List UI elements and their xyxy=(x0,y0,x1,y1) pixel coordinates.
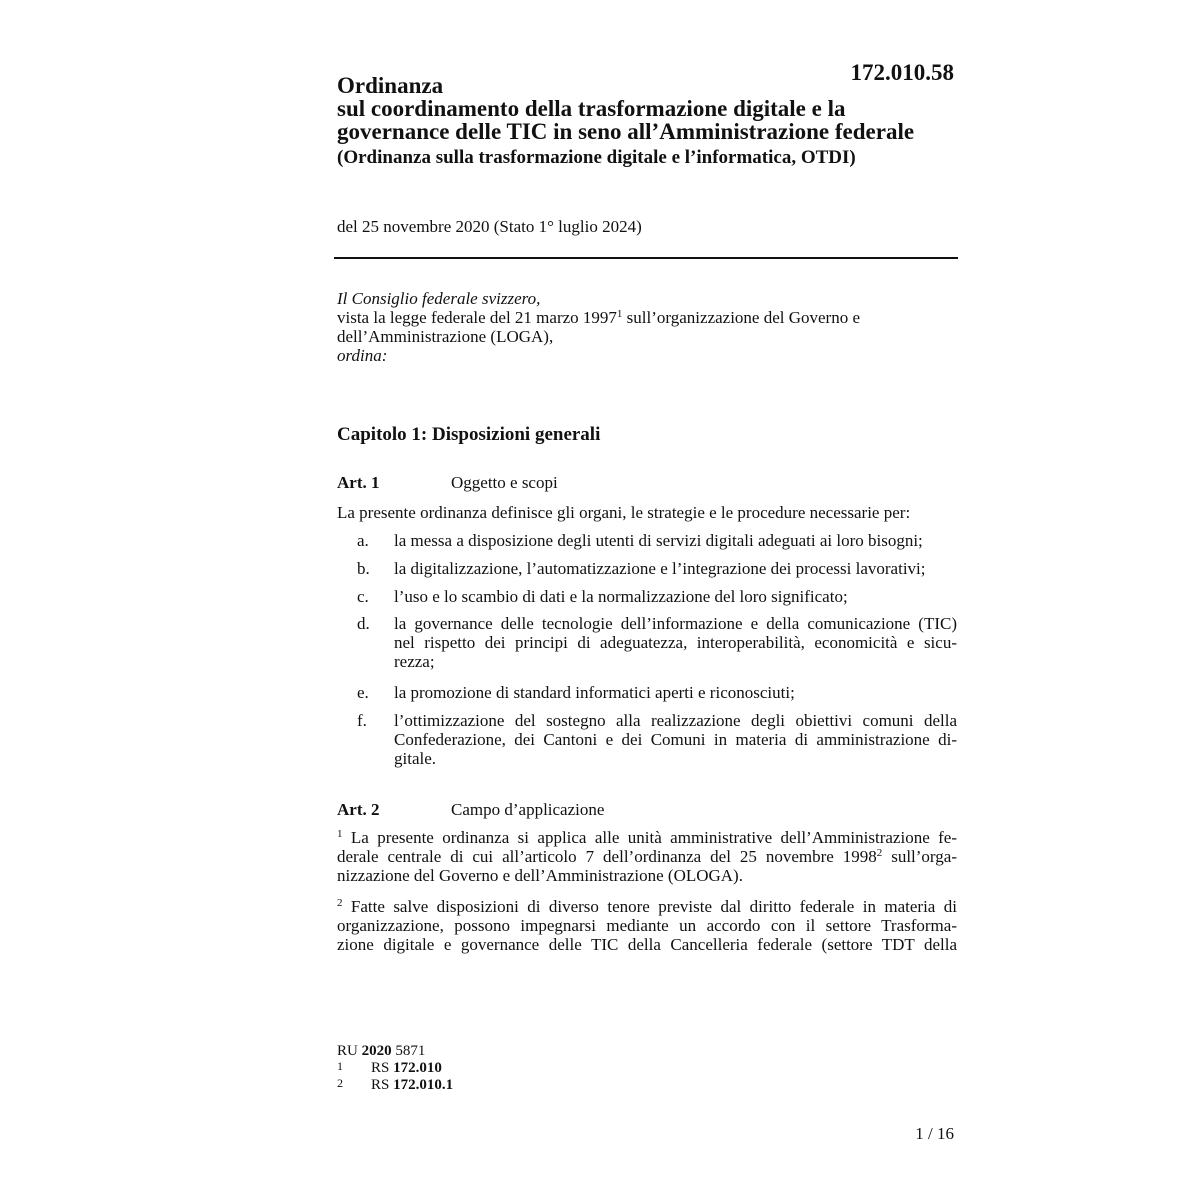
list-line: la governance delle tecnologie dell’informazione e della comunicazione (TIC) xyxy=(394,614,957,633)
art-1-item-d xyxy=(337,614,957,674)
short-title: (Ordinanza sulla trasformazione digitale e l’informatica, OTDI) xyxy=(337,147,856,168)
list-text xyxy=(394,559,957,578)
footnote-mark: 1 xyxy=(337,1059,343,1073)
title-block xyxy=(337,74,967,169)
ru-prefix: RU xyxy=(337,1043,362,1059)
footnote-1 xyxy=(337,1059,442,1077)
ru-page: 5871 xyxy=(391,1043,426,1059)
footnote-text xyxy=(371,1077,453,1094)
paragraph-mark: 1 xyxy=(337,828,343,840)
art-1-number: Art. 1 xyxy=(337,473,380,492)
preamble-basis-line-2: dell’Amministrazione (LOGA), xyxy=(337,327,554,346)
footnotes xyxy=(337,1043,454,1094)
list-text xyxy=(394,683,957,702)
preamble-basis-line-1 xyxy=(337,308,957,327)
list-letter: d. xyxy=(357,614,370,633)
list-line: gitale. xyxy=(394,749,437,768)
art-1-item-c xyxy=(337,587,957,607)
preamble-basis-text: vista la legge federale del 21 marzo 1997 xyxy=(337,308,617,327)
footnote-prefix: RS xyxy=(371,1060,394,1076)
para-line xyxy=(337,897,957,916)
list-letter: c. xyxy=(357,587,369,606)
list-line: l’uso e lo scambio di dati e la normalizzazione del loro significato; xyxy=(394,587,848,606)
art-1-title: Oggetto e scopi xyxy=(451,473,558,492)
footnote-mark: 2 xyxy=(337,1076,343,1090)
footnote-ref-1[interactable]: 1 xyxy=(616,308,623,320)
art-2-paragraph-2 xyxy=(337,897,957,954)
art-2-paragraph-1 xyxy=(337,828,957,885)
para-line: organizzazione, possono impegnarsi mediante un accordo con il settore Trasforma- xyxy=(337,916,957,935)
list-line: l’ottimizzazione del sostegno alla realizzazione degli obiettivi comuni della xyxy=(394,711,957,730)
preamble-enacts: ordina: xyxy=(337,346,388,365)
footnote-link[interactable]: 172.010.1 xyxy=(393,1077,454,1093)
para-text: derale centrale di cui all’articolo 7 dell’ordinanza del 25 novembre 1998 xyxy=(337,847,877,866)
preamble xyxy=(337,289,957,365)
title-line-1: Ordinanza xyxy=(337,73,444,98)
list-letter: a. xyxy=(357,531,369,550)
list-line: nel rispetto dei principi di adeguatezza, interoperabilità, economicità e sicu- xyxy=(394,633,957,652)
footnote-2 xyxy=(337,1076,454,1094)
para-line xyxy=(337,828,957,847)
list-text xyxy=(394,587,957,606)
para-line: zione digitale e governance delle TIC della Cancelleria federale (settore TDT della xyxy=(337,935,957,954)
art-1-intro: La presente ordinanza definisce gli organi, le strategie e le procedure necessarie per: xyxy=(337,503,911,522)
art-1-heading xyxy=(337,473,558,493)
footnote-text xyxy=(371,1060,442,1077)
header-divider xyxy=(334,257,958,259)
list-letter: e. xyxy=(357,683,369,702)
list-text xyxy=(394,614,957,671)
art-1-item-e xyxy=(337,683,957,703)
para-line: nizzazione del Governo e dell’Amministrazione (OLOGA). xyxy=(337,866,743,885)
para-text: Fatte salve disposizioni di diverso tenore previste dal diritto federale in materia di xyxy=(342,897,957,916)
list-line: rezza; xyxy=(394,652,435,671)
list-letter: b. xyxy=(357,559,370,578)
ru-reference xyxy=(337,1043,425,1060)
para-line xyxy=(337,847,957,866)
art-2-title: Campo d’applicazione xyxy=(451,800,605,819)
footnote-ref-2[interactable]: 2 xyxy=(876,847,883,859)
art-1-item-f xyxy=(337,711,957,771)
footnote-link[interactable]: 172.010 xyxy=(393,1060,442,1076)
list-text xyxy=(394,531,957,550)
list-letter: f. xyxy=(357,711,367,730)
ru-year: 2020 xyxy=(361,1043,392,1059)
para-text: La presente ordinanza si applica alle unità amministrative dell’Amministrazione fe- xyxy=(342,828,957,847)
list-text xyxy=(394,711,957,768)
title-line-2: sul coordinamento della trasformazione digitale e la xyxy=(337,96,846,121)
chapter-1-heading: Capitolo 1: Disposizioni generali xyxy=(337,424,601,445)
list-line: la digitalizzazione, l’automatizzazione e l’integrazione dei processi lavorativi; xyxy=(394,559,926,578)
title-line-3: governance delle TIC in seno all’Amministrazione federale xyxy=(337,119,915,144)
list-line: la messa a disposizione degli utenti di servizi digitali adeguati ai loro bisogni; xyxy=(394,531,923,550)
footnote-prefix: RS xyxy=(371,1077,394,1093)
page-number: 1 / 16 xyxy=(915,1124,954,1143)
art-2-heading xyxy=(337,800,604,820)
rs-number: 172.010.58 xyxy=(850,60,954,85)
list-line: la promozione di standard informatici aperti e riconosciuti; xyxy=(394,683,795,702)
art-1-item-a xyxy=(337,531,957,551)
preamble-basis-text-2: sull’organizzazione del Governo e xyxy=(622,308,861,327)
date-line: del 25 novembre 2020 (Stato 1° luglio 2024) xyxy=(337,217,642,236)
paragraph-mark: 2 xyxy=(337,897,343,909)
art-1-item-b xyxy=(337,559,957,579)
list-line: Confederazione, dei Cantoni e dei Comuni in materia di amministrazione di- xyxy=(394,730,957,749)
para-text: sull’orga- xyxy=(882,847,957,866)
art-2-number: Art. 2 xyxy=(337,800,380,819)
preamble-authority: Il Consiglio federale svizzero, xyxy=(337,289,541,308)
